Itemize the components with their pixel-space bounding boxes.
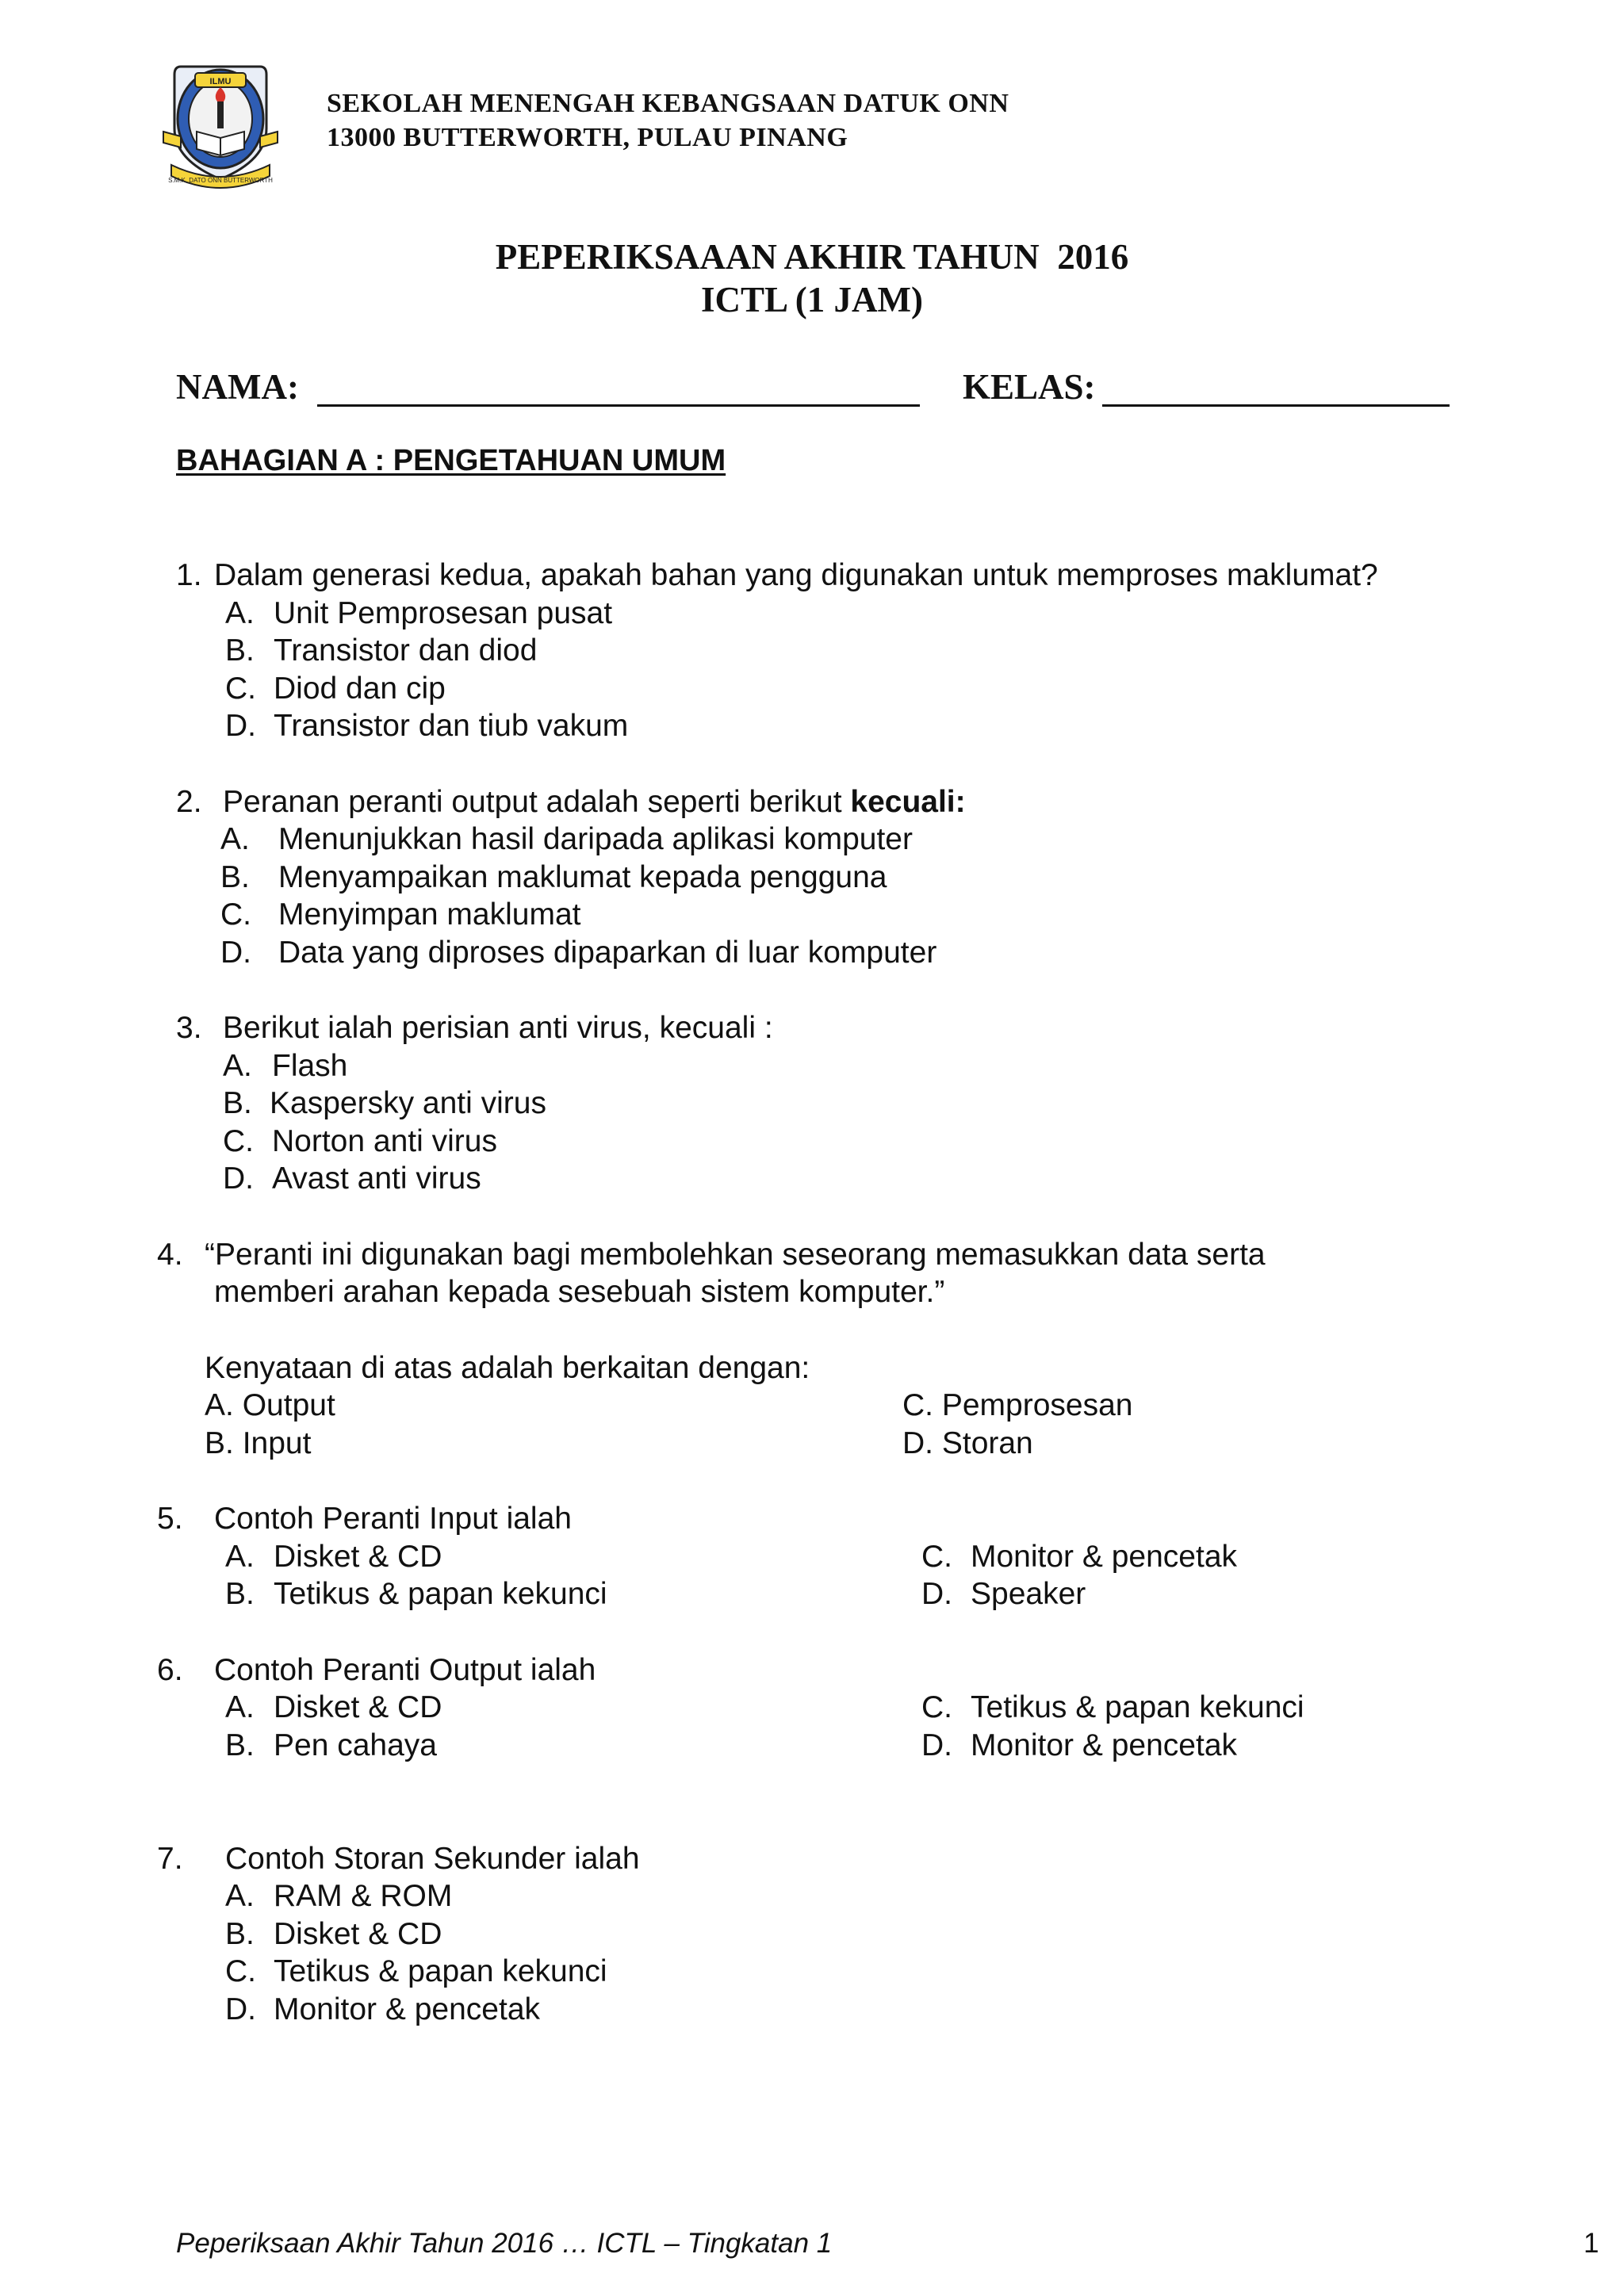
question-1-text: Dalam generasi kedua, apakah bahan yang digunakan untuk memproses maklumat? — [214, 558, 1378, 592]
q4-option-b-letter: B. — [205, 1426, 234, 1460]
q7-option-c: Tetikus & papan kekunci — [274, 1954, 607, 1988]
q5-option-a-letter: A. — [225, 1540, 255, 1574]
q4-option-d-letter: D. — [902, 1426, 933, 1460]
school-name: SEKOLAH MENENGAH KEBANGSAAN DATUK ONN — [327, 89, 1009, 118]
question-7-number: 7. — [157, 1842, 183, 1876]
q7-option-c-letter: C. — [225, 1954, 256, 1988]
q4-option-c-text: Pemprosesan — [941, 1388, 1133, 1422]
school-address: 13000 BUTTERWORTH, PULAU PINANG — [327, 123, 848, 152]
question-4-number: 4. — [157, 1238, 183, 1272]
logo-text-bottom: S.M.K. DATO ONN BUTTERWORTH — [168, 177, 273, 184]
q4-option-b-text: Input — [242, 1426, 312, 1460]
q4-option-c — [902, 1390, 1132, 1421]
q4-option-a-text: Output — [242, 1388, 335, 1422]
exam-title: PEPERIKSAAAN AKHIR TAHUN 2016 — [495, 237, 1129, 277]
q5-option-c: Monitor & pencetak — [971, 1540, 1238, 1574]
question-5-number: 5. — [157, 1502, 183, 1536]
q7-option-d: Monitor & pencetak — [274, 1992, 541, 2026]
question-3-text: Berikut ialah perisian anti virus, kecuali : — [223, 1011, 773, 1045]
nama-label: NAMA: — [176, 367, 299, 407]
q3-option-b-letter: B. — [223, 1086, 252, 1120]
school-logo — [157, 55, 284, 190]
q1-option-a: Unit Pemprosesan pusat — [274, 596, 613, 630]
footer-text: Peperiksaan Akhir Tahun 2016 … ICTL – Tingkatan 1 — [176, 2228, 833, 2259]
q3-option-b: Kaspersky anti virus — [270, 1086, 546, 1120]
q3-option-c: Norton anti virus — [272, 1124, 497, 1158]
kelas-input-line[interactable] — [1102, 404, 1450, 407]
question-4-stem: Kenyataan di atas adalah berkaitan dengan: — [205, 1351, 810, 1385]
question-2-text-bold: kecuali: — [850, 785, 966, 819]
question-2-text-main: Peranan peranti output adalah seperti berikut — [223, 785, 851, 819]
q4-option-d — [902, 1428, 1033, 1459]
question-7-text: Contoh Storan Sekunder ialah — [225, 1842, 640, 1876]
q1-option-b-letter: B. — [225, 633, 255, 668]
q5-option-d-letter: D. — [921, 1577, 952, 1611]
q2-option-b-letter: B. — [220, 860, 250, 894]
question-6-number: 6. — [157, 1653, 183, 1687]
q2-option-c: Menyimpan maklumat — [278, 897, 581, 932]
q1-option-b: Transistor dan diod — [274, 633, 538, 668]
page-number: 1 — [1584, 2228, 1599, 2259]
q3-option-d: Avast anti virus — [272, 1161, 481, 1196]
q7-option-b-letter: B. — [225, 1917, 255, 1951]
q2-option-a-letter: A. — [220, 822, 250, 856]
q6-option-d: Monitor & pencetak — [971, 1728, 1238, 1762]
q6-option-d-letter: D. — [921, 1728, 952, 1762]
q3-option-c-letter: C. — [223, 1124, 254, 1158]
q4-option-a-letter: A. — [205, 1388, 234, 1422]
kelas-label: KELAS: — [963, 367, 1096, 407]
q6-option-b: Pen cahaya — [274, 1728, 437, 1762]
question-6-text: Contoh Peranti Output ialah — [214, 1653, 596, 1687]
question-5-text: Contoh Peranti Input ialah — [214, 1502, 572, 1536]
question-2-number: 2. — [176, 785, 202, 819]
q2-option-b: Menyampaikan maklumat kepada pengguna — [278, 860, 887, 894]
q7-option-a-letter: A. — [225, 1879, 255, 1913]
q7-option-a: RAM & ROM — [274, 1879, 453, 1913]
q3-option-a: Flash — [272, 1049, 348, 1083]
question-1-number: 1. — [176, 558, 202, 592]
logo-text-top: ILMU — [209, 77, 232, 86]
q7-option-b: Disket & CD — [274, 1917, 442, 1951]
q2-option-a: Menunjukkan hasil daripada aplikasi komputer — [278, 822, 913, 856]
question-3-number: 3. — [176, 1011, 202, 1045]
question-4-text-line1: “Peranti ini digunakan bagi membolehkan seseorang memasukkan data serta — [205, 1238, 1266, 1272]
q5-option-a: Disket & CD — [274, 1540, 442, 1574]
q6-option-a-letter: A. — [225, 1690, 255, 1724]
q6-option-a: Disket & CD — [274, 1690, 442, 1724]
question-4-text-line2: memberi arahan kepada sesebuah sistem komputer.” — [214, 1275, 945, 1309]
q3-option-a-letter: A. — [223, 1049, 252, 1083]
q1-option-d: Transistor dan tiub vakum — [274, 709, 629, 743]
q6-option-c: Tetikus & papan kekunci — [971, 1690, 1304, 1724]
q4-option-c-letter: C. — [902, 1388, 933, 1422]
q4-option-d-text: Storan — [941, 1426, 1033, 1460]
nama-input-line[interactable] — [317, 404, 920, 407]
q1-option-d-letter: D. — [225, 709, 256, 743]
question-2-text — [223, 786, 966, 817]
q5-option-c-letter: C. — [921, 1540, 952, 1574]
q1-option-c-letter: C. — [225, 672, 256, 706]
q4-option-b — [205, 1428, 311, 1459]
q2-option-c-letter: C. — [220, 897, 251, 932]
q2-option-d: Data yang diproses dipaparkan di luar komputer — [278, 936, 937, 970]
q5-option-b-letter: B. — [225, 1577, 255, 1611]
q6-option-b-letter: B. — [225, 1728, 255, 1762]
q1-option-c: Diod dan cip — [274, 672, 446, 706]
q1-option-a-letter: A. — [225, 596, 255, 630]
q4-option-a — [205, 1390, 335, 1421]
q7-option-d-letter: D. — [225, 1992, 256, 2026]
section-heading: BAHAGIAN A : PENGETAHUAN UMUM — [176, 444, 726, 477]
q2-option-d-letter: D. — [220, 936, 251, 970]
q5-option-b: Tetikus & papan kekunci — [274, 1577, 607, 1611]
q6-option-c-letter: C. — [921, 1690, 952, 1724]
q5-option-d: Speaker — [971, 1577, 1086, 1611]
exam-subject: ICTL (1 JAM) — [701, 280, 923, 320]
q3-option-d-letter: D. — [223, 1161, 254, 1196]
